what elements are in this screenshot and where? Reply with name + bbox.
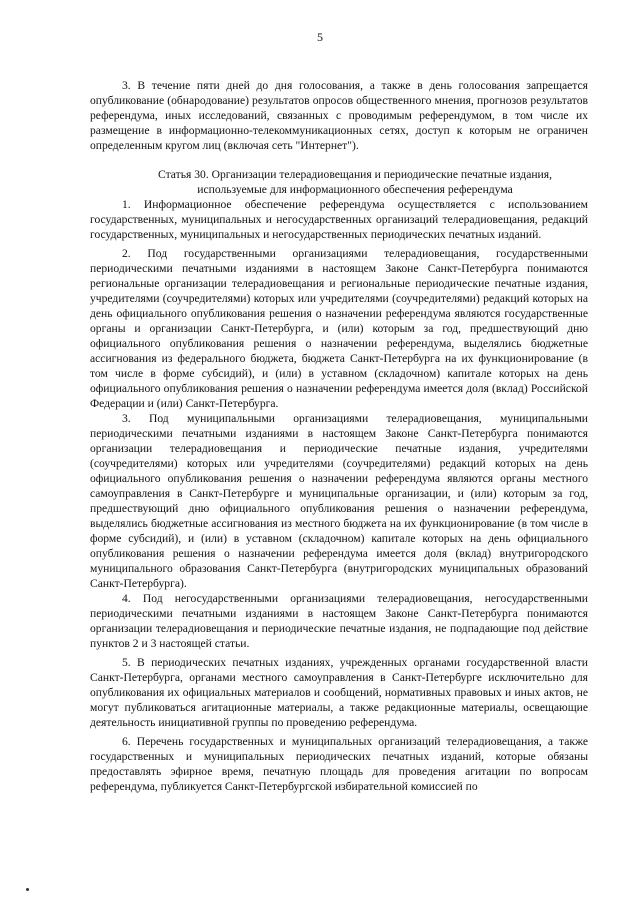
article-title-line-2: используемые для информационного обеспечения референдума <box>197 183 513 196</box>
article-30-heading <box>90 167 588 197</box>
scan-speck <box>26 888 29 891</box>
document-body <box>90 78 588 794</box>
paragraph-3: 3. Под муниципальными организациями телерадиовещания, муниципальными периодическими печатными изданиями в настоящем Законе Санкт-Петербурга понимаются организации телерадиовещания и периодические печатные издания, учредителями (соучредителями) которых или учредителями (соучредителями) редакций которых на день официального опубликования решения о назначении референдума являются органы местного самоуправления в Санкт-Петербурге и муниципальные организации, и (или) которым за год, предшествующий дню официального опубликования решения о назначении референдума, выделялись бюджетные ассигнования из местного бюджета на их функционирование (в том числе в форме субсидий), и (или) в уставном (складочном) капитале которых на день официального опубликования решения о назначении референдума имеется доля (вклад) внутригородского муниципального образования Санкт-Петербурга (внутригородских муниципальных образований Санкт-Петербурга). <box>90 412 588 590</box>
paragraph-1: 1. Информационное обеспечение референдума осуществляется с использованием государственных, муниципальных и негосударственных организаций телерадиовещания, редакций государственных, муниципальных и негосударственных периодических печатных изданий. <box>90 198 588 241</box>
paragraph-6: 6. Перечень государственных и муниципальных организаций телерадиовещания, а также государственных и муниципальных периодических печатных изданий, которые обязаны предоставлять эфирное время, печатную площадь для проведения агитации по вопросам референдума, публикуется Санкт-Петербургской избирательной комиссией по <box>90 735 588 793</box>
paragraph-2: 2. Под государственными организациями телерадиовещания, государственными периодическими печатными изданиями в настоящем Законе Санкт-Петербурга понимаются региональные организации телерадиовещания и региональные периодические печатные издания, учредителями (соучредителями) которых или учредителями (соучредителями) редакций которых на день официального опубликования решения о назначении референдума являются государственные органы и организации Санкт-Петербурга, и (или) которым за год, предшествующий дню официального опубликования решения о назначении референдума, выделялись бюджетные ассигнования из федерального бюджета, бюджета Санкт-Петербурга на их функционирование (в том числе в форме субсидий), и (или) в уставном (складочном) капитале которых на день официального опубликования решения о назначении референдума имеется доля (вклад) Российской Федерации и (или) Санкт-Петербурга. <box>90 247 588 410</box>
page-number: 5 <box>317 30 323 44</box>
article-title-line-1: Статья 30. Организации телерадиовещания и периодические печатные издания, <box>158 168 552 181</box>
paragraph-3-previous-article: 3. В течение пяти дней до дня голосования, а также в день голосования запрещается опубликование (обнародование) результатов опросов общественного мнения, прогнозов результатов референдума, иных исследований, связанных с проводимым референдумом, в том числе их размещение в информационно-телекоммуникационных сетях, доступ к которым не ограничен определенным кругом лиц (включая сеть "Интернет"). <box>90 79 588 152</box>
paragraph-4: 4. Под негосударственными организациями телерадиовещания, негосударственными периодическими печатными изданиями в настоящем Законе Санкт-Петербурга понимаются организации телерадиовещания и периодические печатные издания, не подпадающие под действие пунктов 2 и 3 настоящей статьи. <box>90 592 588 650</box>
paragraph-5: 5. В периодических печатных изданиях, учрежденных органами государственной власти Санкт-Петербурга, органами местного самоуправления в Санкт-Петербурге исключительно для опубликования их официальных материалов и сообщений, нормативных правовых и иных актов, не могут публиковаться агитационные материалы, а также редакционные материалы, освещающие деятельность инициативной группы по проведению референдума. <box>90 656 588 729</box>
